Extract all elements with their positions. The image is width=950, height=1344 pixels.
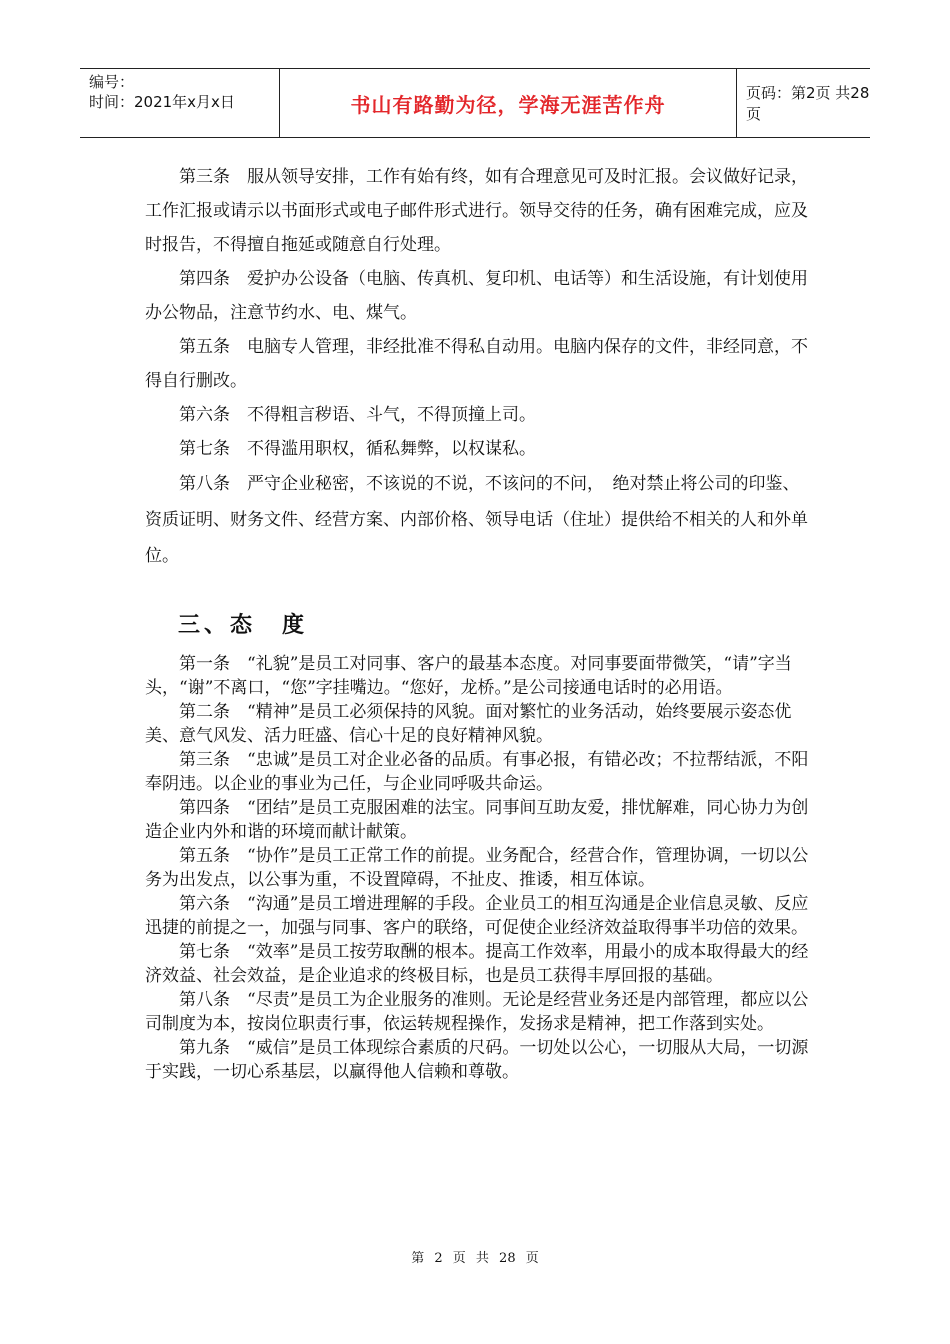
header-meta-cell: [80, 69, 280, 137]
part2-articles: [145, 160, 810, 574]
article-paragraph: 第五条 “协作”是员工正常工作的前提。业务配合，经营合作，管理协调，一切以公务为出发点，以公事为重，不设置障碍，不扯皮、推诿，相互体谅。: [145, 846, 809, 890]
article-paragraph: 第九条 “威信”是员工体现综合素质的尺码。一切处以公心，一切服从大局，一切源于实践，一切心系基层，以赢得他人信赖和尊敬。: [145, 1038, 809, 1082]
section-heading: 三、态 度: [178, 613, 309, 638]
page-header-table: [80, 68, 870, 138]
document-date-label: 时间：2021年x月x日: [89, 93, 235, 111]
header-motto: 书山有路勤为径，学海无涯苦作舟: [280, 69, 737, 137]
article-paragraph: 第八条 “尽责”是员工为企业服务的准则。无论是经营业务还是内部管理，都应以公司制度为本，按岗位职责行事，依运转规程操作，发扬求是精神，把工作落到实处。: [145, 990, 809, 1034]
article-paragraph: 第二条 “精神”是员工必须保持的风貌。面对繁忙的业务活动，始终要展示姿态优美、意气风发、活力旺盛、信心十足的良好精神风貌。: [145, 702, 792, 746]
article-paragraph: 第六条 不得粗言秽语、斗气，不得顶撞上司。: [179, 405, 536, 425]
page-footer: 第 2 页 共 28 页: [411, 1251, 539, 1266]
article-paragraph: 第四条 “团结”是员工克服困难的法宝。同事间互助友爱，排忧解难，同心协力为创造企业内外和谐的环境而献计献策。: [145, 798, 809, 842]
article-paragraph: 第八条 严守企业秘密，不该说的不说，不该问的不问， 绝对禁止将公司的印鉴、资质证明、财务文件、经营方案、内部价格、领导电话（住址）提供给不相关的人和外单位。: [145, 474, 808, 566]
document-number-label: 编号：: [89, 73, 135, 91]
article-paragraph: 第七条 不得滥用职权，循私舞弊，以权谋私。: [179, 439, 536, 459]
article-paragraph: 第四条 爱护办公设备（电脑、传真机、复印机、电话等）和生活设施，有计划使用办公物品，注意节约水、电、煤气。: [145, 269, 808, 323]
header-page-info: 页码：第2页 共28页: [746, 84, 870, 123]
article-paragraph: 第一条 “礼貌”是员工对同事、客户的最基本态度。对同事要面带微笑，“请”字当头，“谢”不离口，“您”字挂嘴边。“您好，龙桥。”是公司接通电话时的必用语。: [145, 654, 792, 698]
article-paragraph: 第三条 “忠诚”是员工对企业必备的品质。有事必报，有错必改；不拉帮结派，不阳奉阴违。以企业的事业为己任，与企业同呼吸共命运。: [145, 750, 809, 794]
article-paragraph: 第六条 “沟通”是员工增进理解的手段。企业员工的相互沟通是企业信息灵敏、反应迅捷的前提之一，加强与同事、客户的联络，可促使企业经济效益取得事半功倍的效果。: [145, 894, 809, 938]
article-paragraph: 第七条 “效率”是员工按劳取酬的根本。提高工作效率，用最小的成本取得最大的经济效益、社会效益，是企业追求的终极目标，也是员工获得丰厚回报的基础。: [145, 942, 809, 986]
article-paragraph: 第五条 电脑专人管理，非经批准不得私自动用。电脑内保存的文件，非经同意，不得自行删改。: [145, 337, 808, 391]
article-paragraph: 第三条 服从领导安排，工作有始有终，如有合理意见可及时汇报。会议做好记录，工作汇报或请示以书面形式或电子邮件形式进行。领导交待的任务，确有困难完成，应及时报告，不得擅自拖延或随意自行处理。: [145, 167, 808, 255]
part3-articles: [145, 652, 810, 1084]
